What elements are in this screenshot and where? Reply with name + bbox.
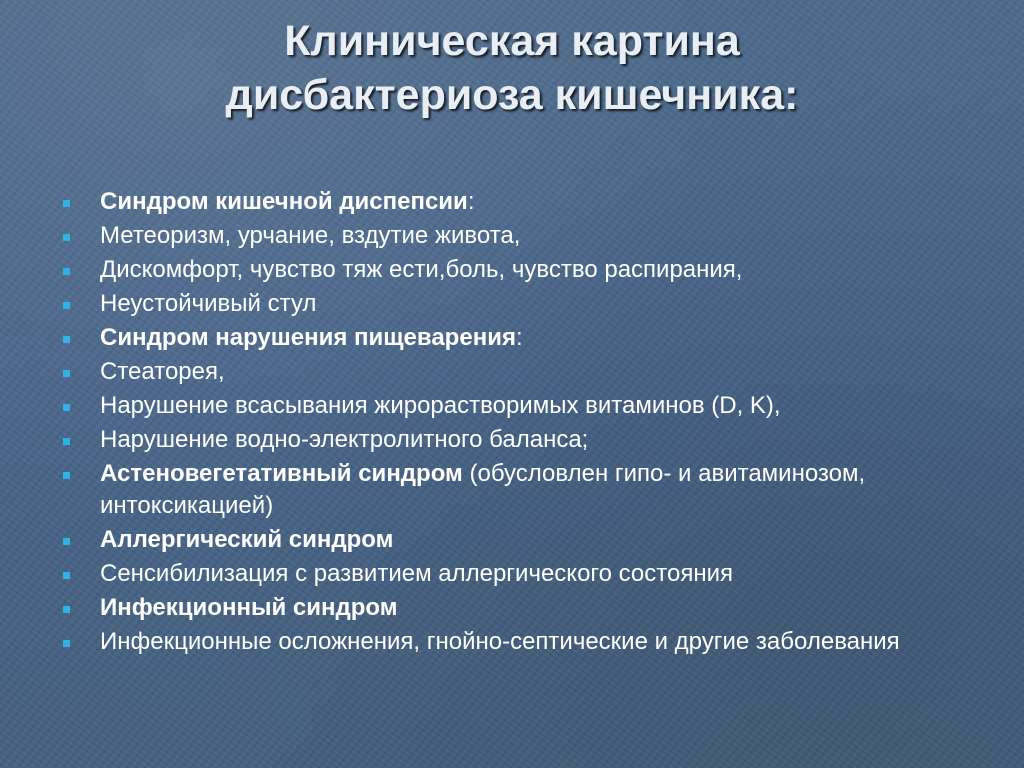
square-bullet-icon bbox=[63, 302, 70, 309]
square-bullet-icon bbox=[63, 572, 70, 579]
list-item bbox=[62, 254, 982, 286]
item-bold-text: Синдром кишечной диспепсии bbox=[100, 188, 468, 215]
list-item bbox=[62, 186, 982, 218]
square-bullet-icon bbox=[63, 336, 70, 343]
item-text: Неустойчивый стул bbox=[100, 290, 317, 317]
list-item bbox=[62, 524, 982, 556]
square-bullet-icon bbox=[63, 640, 70, 647]
list-item bbox=[62, 322, 982, 354]
item-text: Нарушение всасывания жирорастворимых витаминов (D, K), bbox=[100, 392, 781, 419]
item-text: Дискомфорт, чувство тяж ести,боль, чувство распирания, bbox=[100, 256, 743, 283]
square-bullet-icon bbox=[63, 268, 70, 275]
square-bullet-icon bbox=[63, 606, 70, 613]
square-bullet-icon bbox=[63, 472, 70, 479]
item-text: Нарушение водно-электролитного баланса; bbox=[100, 426, 589, 453]
list-item bbox=[62, 220, 982, 252]
item-bold-text: Инфекционный синдром bbox=[100, 594, 398, 621]
item-text: (обусловлен гипо- и авитаминозом, интоксикацией) bbox=[100, 460, 866, 519]
square-bullet-icon bbox=[63, 538, 70, 545]
square-bullet-icon bbox=[63, 404, 70, 411]
list-item bbox=[62, 592, 982, 624]
list-item bbox=[62, 424, 982, 456]
item-text: Метеоризм, урчание, вздутие живота, bbox=[100, 222, 521, 249]
item-text: Сенсибилизация с развитием аллергического состояния bbox=[100, 560, 733, 587]
list-item bbox=[62, 458, 982, 522]
square-bullet-icon bbox=[63, 234, 70, 241]
item-bold-text: Аллергический синдром bbox=[100, 526, 394, 553]
slide-title bbox=[0, 14, 1024, 122]
item-text: Стеаторея, bbox=[100, 358, 225, 385]
item-bold-text: Синдром нарушения пищеварения bbox=[100, 324, 516, 351]
list-item bbox=[62, 626, 982, 658]
square-bullet-icon bbox=[63, 200, 70, 207]
list-item bbox=[62, 390, 982, 422]
slide-title-line-2: дисбактериоза кишечника: bbox=[225, 71, 799, 119]
square-bullet-icon bbox=[63, 370, 70, 377]
item-text: : bbox=[467, 188, 475, 215]
item-bold-text: Астеновегетативный синдром bbox=[100, 460, 463, 487]
list-item bbox=[62, 356, 982, 388]
bullet-list bbox=[62, 186, 982, 660]
list-item bbox=[62, 288, 982, 320]
list-item bbox=[62, 558, 982, 590]
item-text: : bbox=[515, 324, 523, 351]
item-text: Инфекционные осложнения, гнойно-септические и другие заболевания bbox=[100, 628, 900, 655]
square-bullet-icon bbox=[63, 438, 70, 445]
slide-title-line-1: Клиническая картина bbox=[284, 17, 740, 65]
